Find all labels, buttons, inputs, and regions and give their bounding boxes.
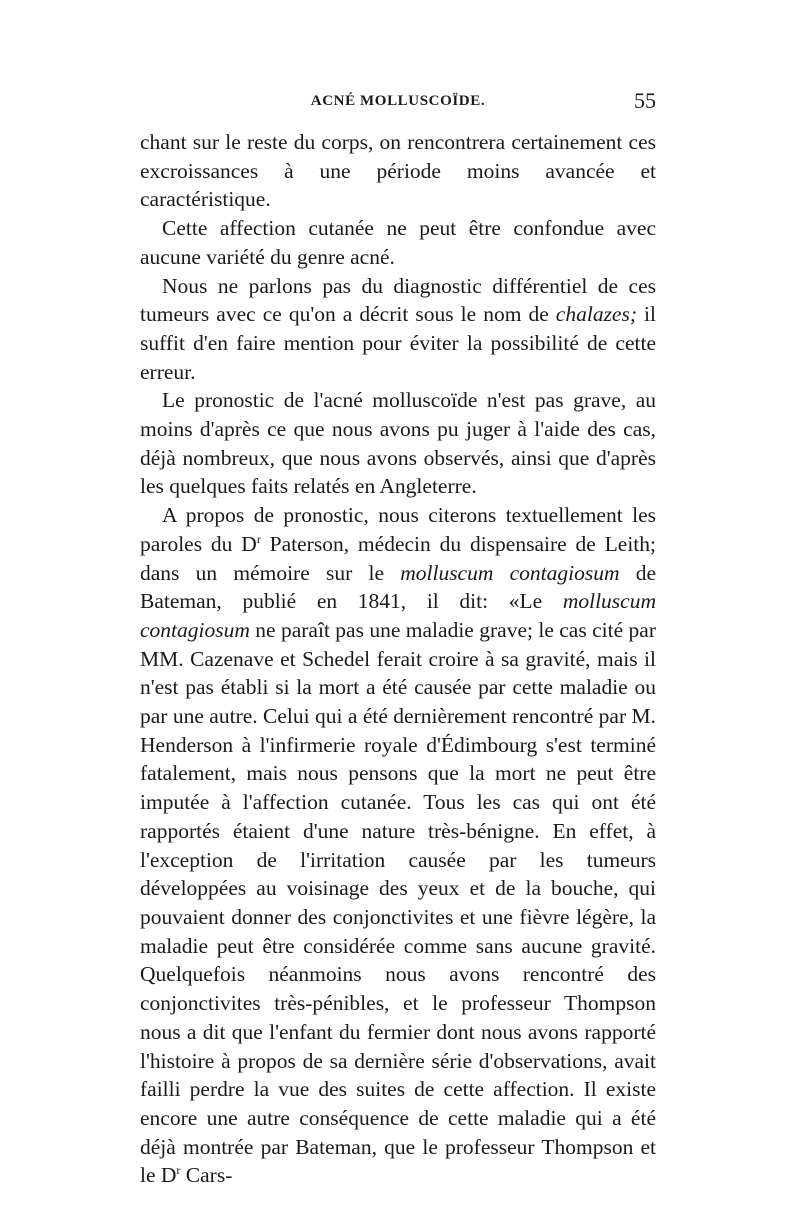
quote-text-b: Paterson, médecin du dispensaire de Leith; dans un mémoire sur le — [140, 531, 656, 585]
doctor-abbrev-sup-2: r — [176, 1163, 181, 1178]
paragraph-continuation: chant sur le reste du corps, on rencontrera certainement ces excroissances à une période moins avancée et caractéristique. — [140, 130, 656, 212]
paragraph-affection: Cette affection cutanée ne peut être confondue avec aucune variété du genre acné. — [140, 216, 656, 269]
body-text — [140, 128, 656, 1190]
paragraph-diagnostic-text-b: il suffit d'en faire mention pour éviter la possibilité de cette erreur. — [140, 302, 656, 384]
page-number: 55 — [634, 88, 656, 113]
paragraph-diagnostic — [140, 272, 656, 387]
quote-text-e: Cars- — [180, 1163, 233, 1188]
paragraph-pronostic: Le pronostic de l'acné molluscoïde n'est pas grave, au moins d'après ce que nous avons pu juger à l'aide des cas, déjà nombreux, que nous avons observés, ainsi que d'après les quelques faits relatés en Angleterre. — [140, 388, 656, 499]
paragraph-quotation — [140, 501, 656, 1190]
quote-text-d: ne paraît pas une maladie grave; le cas cité par MM. Cazenave et Schedel ferait croire à sa gravité, mais il n'est pas établi si la mort a été causée par cette maladie ou par une autre. Celui qui a été dernièrement rencontré par M. Henderson à l'infirmerie royale d'Édimbourg s'est terminé fatalement, mais nous pensons que la mort ne peut être imputée à l'affection cutanée. Tous les cas qui ont été rapportés étaient d'une nature très-bénigne. En effet, à l'exception de l'irritation causée par les tumeurs développées au voisinage des yeux et de la bouche, qui pouvaient donner des conjonctivites et une fièvre légère, la maladie peut être considérée comme sans aucune gravité. Quelquefois néanmoins nous avons rencontré des conjonctivites très-pénibles, et le professeur Thompson nous a dit que l'enfant du fermier dont nous avons rapporté l'histoire à propos de sa dernière série d'observations, avait failli perdre la vue des suites de cette affection. Il existe encore une autre conséquence de cette maladie qui a été déjà montrée par Bateman, que le professeur Thompson et le D — [140, 617, 656, 1188]
doctor-abbrev-sup: r — [256, 531, 261, 546]
running-title: ACNÉ MOLLUSCOÏDE. — [310, 93, 486, 109]
paragraph-diagnostic-text-a: Nous ne parlons pas du diagnostic différentiel de ces tumeurs avec ce qu'on a décrit sous le nom de — [140, 273, 656, 327]
quote-text-c: de Bateman, publié en 1841, il dit: «Le — [140, 560, 656, 614]
term-molluscum-1: molluscum contagiosum — [400, 560, 620, 585]
quote-text-a: A propos de pronostic, nous citerons textuellement les paroles du D — [140, 503, 656, 556]
page-header — [140, 88, 656, 123]
term-molluscum-2: molluscum contagiosum — [140, 589, 656, 642]
term-chalazes: chalazes; — [555, 302, 637, 327]
